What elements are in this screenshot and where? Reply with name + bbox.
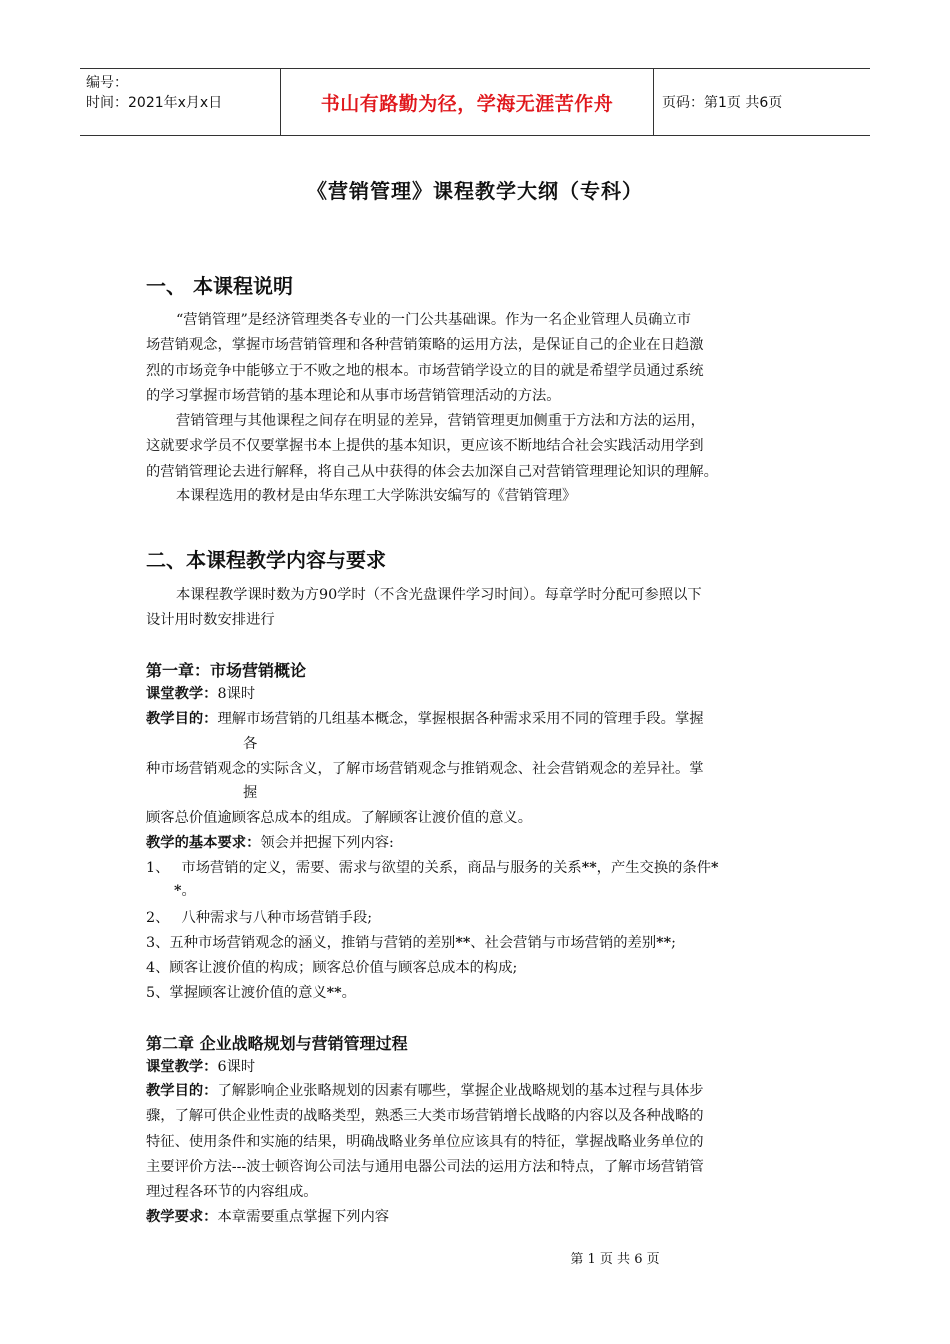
- chapter2-hours: [146, 1057, 255, 1077]
- document-title: 《营销管理》课程教学大纲（专科）: [307, 179, 643, 203]
- list-item-mark: **: [326, 985, 342, 1001]
- section1-paragraph-3: [146, 484, 810, 509]
- list-item-text: ，产生交换的条件: [596, 860, 712, 876]
- list-item: [146, 908, 372, 928]
- list-item: [146, 958, 517, 978]
- list-item-text: 、社会营销与市场营销的差别: [470, 935, 657, 951]
- list-item-mark: *: [711, 860, 719, 876]
- chapter2-hours-label: 课堂教学：: [146, 1059, 218, 1075]
- list-item-number: 3、: [146, 935, 170, 951]
- chapter2-requirements: [146, 1207, 389, 1227]
- section1-paragraph-2: [146, 409, 810, 485]
- header-table: [80, 68, 870, 136]
- list-item-mark: **: [656, 935, 672, 951]
- list-item-text: ;: [671, 935, 676, 951]
- section2-heading: 二、本课程教学内容与要求: [146, 548, 386, 572]
- paragraph-line: 这就要求学员不仅要掌握书本上提供的基本知识，更应该不断地结合社会实践活动用学到: [146, 438, 704, 455]
- chapter2-req-text: 本章需要重点掌握下列内容: [217, 1209, 390, 1225]
- chapter1-req-text: 领会并把握下列内容:: [260, 835, 394, 851]
- paragraph-line: “营销管理”是经济管理类各专业的一门公共基础课。作为一名企业管理人员确立市: [176, 312, 692, 328]
- paragraph-line: 烈的市场竞争中能够立于不败之地的根本。市场营销学设立的目的就是希望学员通过系统: [146, 362, 704, 379]
- list-item-text: 五种市场营销观念的涵义，推销与营销的差别: [169, 935, 456, 951]
- chapter2-title: 第二章 企业战略规划与营销管理过程: [146, 1034, 408, 1053]
- list-item-text: 。: [341, 985, 356, 1001]
- chapter1-aim: [146, 709, 704, 729]
- chapter1-aim-wrap-1: 各: [243, 736, 258, 752]
- list-item-mark: **: [455, 935, 471, 951]
- chapter2-aim-line: 理过程各环节的内容组成。: [146, 1184, 318, 1201]
- paragraph-line: 场营销观念，掌握市场营销管理和各种营销策略的运用方法，是保证自己的企业在日趋激: [146, 337, 704, 354]
- chapter2-hours-value: 6课时: [217, 1059, 256, 1075]
- paragraph-line: 营销管理与其他课程之间存在明显的差异，营销管理更加侧重于方法和方法的运用，: [176, 413, 705, 429]
- chapter2-aim-label: 教学目的：: [146, 1083, 218, 1099]
- list-item-text: 顾客让渡价值的构成；顾客总价值与顾客总成本的构成;: [169, 960, 518, 976]
- chapter1-aim-label: 教学目的：: [146, 711, 218, 727]
- list-item-mark: **: [581, 860, 597, 876]
- header-number-label: 编号：: [86, 75, 128, 91]
- paragraph-line: 的营销管理论去进行解释，将自己从中获得的体会去加深自己对营销管理理论知识的理解。: [146, 463, 718, 480]
- chapter1-hours-label: 课堂教学：: [146, 686, 218, 702]
- chapter1-hours: [146, 684, 255, 704]
- header-page-info: 页码：第1页 共6页: [662, 95, 783, 111]
- chapter1-aim-line-1: 理解市场营销的几组基本概念，掌握根据各种需求采用不同的管理手段。掌握: [217, 711, 704, 727]
- list-item-mark: *: [174, 883, 182, 899]
- header-motto-cell: [280, 69, 654, 135]
- chapter1-aim-wrap-2: 握: [243, 785, 258, 801]
- list-item: [146, 933, 676, 953]
- section1-heading: 一、 本课程说明: [146, 274, 293, 298]
- chapter2-req-label: 教学要求：: [146, 1209, 218, 1225]
- chapter2-aim-line: 骤，了解可供企业性责的战略类型，熟悉三大类市场营销增长战略的内容以及各种战略的: [146, 1108, 704, 1125]
- page-footer: 第 1 页 共 6 页: [570, 1252, 660, 1267]
- chapter1-req-label: 教学的基本要求：: [146, 835, 261, 851]
- list-item-wrap: [174, 881, 196, 901]
- list-item-text: 。: [181, 883, 196, 899]
- section1-paragraph-1: [146, 308, 810, 409]
- list-item-number: 4、: [146, 960, 170, 976]
- paragraph-line: 本课程选用的教材是由华东理工大学陈洪安编写的《营销管理》: [176, 488, 577, 504]
- chapter1-title: 第一章：市场营销概论: [146, 661, 307, 680]
- paragraph-line: 的学习掌握市场营销的基本理论和从事市场营销管理活动的方法。: [146, 387, 561, 404]
- list-item-number: 2、: [146, 910, 170, 926]
- chapter1-aim-line-2: 种市场营销观念的实际含义，了解市场营销观念与推销观念、社会营销观念的差异社。掌: [146, 761, 704, 777]
- paragraph-line: 设计用时数安排进行: [146, 612, 275, 629]
- header-time-label: 时间：2021年x月x日: [86, 95, 223, 111]
- list-item-text: 市场营销的定义，需要、需求与欲望的关系，商品与服务的关系: [181, 860, 582, 876]
- section2-paragraph-1: [146, 583, 810, 634]
- chapter2-aim: [146, 1079, 810, 1205]
- chapter1-requirements: [146, 833, 394, 853]
- header-page-cell: [654, 69, 870, 135]
- list-item: [146, 983, 356, 1003]
- chapter2-aim-line: 主要评价方法---波士顿咨询公司法与通用电器公司法的运用方法和特点，了解市场营销管: [146, 1158, 704, 1175]
- chapter2-aim-line: 特征、使用条件和实施的结果，明确战略业务单位应该具有的特征，掌握战略业务单位的: [146, 1133, 704, 1150]
- header-motto: 书山有路勤为径，学海无涯苦作舟: [320, 92, 614, 115]
- list-item-number: 5、: [146, 985, 170, 1001]
- paragraph-line: 本课程教学课时数为方90学时（不含光盘课件学习时间）。每章学时分配可参照以下: [176, 587, 702, 603]
- chapter1-aim-line-3: 顾客总价值逾顾客总成本的组成。了解顾客让渡价值的意义。: [146, 810, 533, 826]
- list-item-number: 1、: [146, 860, 170, 876]
- header-meta-cell: [80, 69, 280, 135]
- list-item: [146, 858, 719, 878]
- list-item-text: 掌握顾客让渡价值的意义: [169, 985, 327, 1001]
- chapter2-aim-line: [146, 1079, 810, 1104]
- list-item-text: 八种需求与八种市场营销手段;: [181, 910, 373, 926]
- chapter1-hours-value: 8课时: [217, 686, 256, 702]
- chapter2-aim-text: 了解影响企业张略规划的因素有哪些，掌握企业战略规划的基本过程与具体步: [217, 1083, 704, 1099]
